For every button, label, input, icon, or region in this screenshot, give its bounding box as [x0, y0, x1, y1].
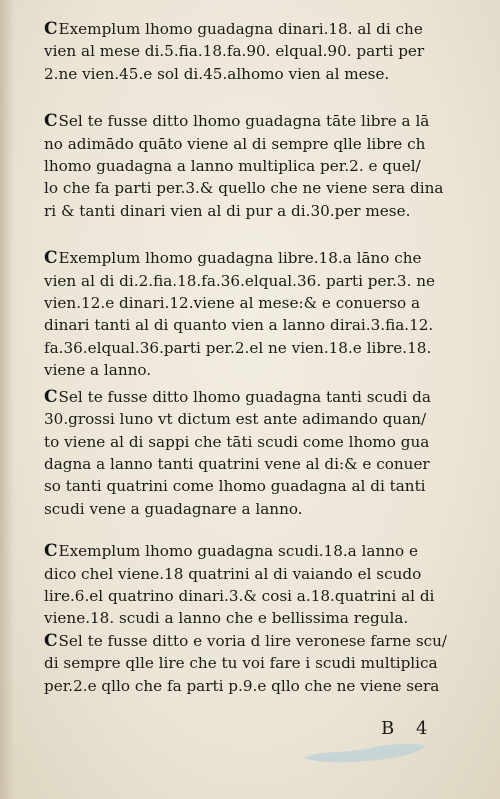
- paragraph: [44, 630, 488, 697]
- paragraph: [44, 540, 488, 630]
- pilcrow-icon: C: [44, 19, 58, 39]
- text-line: lo che fa parti per.3.& quello che ne viene sera dina: [44, 179, 444, 198]
- text-line: dico chel viene.18 quatrini al di vaiando el scudo: [44, 564, 422, 583]
- text-line: lire.6.el quatrino dinari.3.& cosi a.18.quatrini al di: [44, 586, 435, 605]
- pilcrow-icon: C: [44, 111, 58, 132]
- signature-mark: B 4: [381, 718, 436, 739]
- text-line: no adimādo quāto viene al di sempre qlle libre ch: [44, 134, 426, 153]
- text-line: viene a lanno.: [44, 361, 152, 380]
- text-line: CExemplum lhomo guadagna dinari.18. al di che: [44, 19, 423, 39]
- text-line: fa.36.elqual.36.parti per.2.el ne vien.18.e libre.18.: [44, 338, 432, 357]
- text-line: scudi vene a guadagnare a lanno.: [44, 499, 303, 518]
- pilcrow-icon: C: [44, 630, 58, 651]
- paragraph: [44, 247, 488, 381]
- paragraph: [44, 18, 488, 85]
- text-line: per.2.e qllo che fa parti p.9.e qllo che ne viene sera: [44, 676, 440, 695]
- text-line: CExemplum lhomo guadagna libre.18.a lāno che: [44, 248, 422, 269]
- text-line: dinari tanti al di quanto vien a lanno dirai.3.fia.12.: [44, 316, 434, 335]
- text-line: vien al mese di.5.fia.18.fa.90. elqual.90. parti per: [44, 42, 425, 61]
- text-line: CSel te fusse ditto lhomo guadagna tāte libre a lā: [44, 111, 430, 132]
- paragraph: [44, 110, 488, 222]
- text-line: vien.12.e dinari.12.viene al mese:& e conuerso a: [44, 294, 421, 313]
- text-line: vien al di di.2.fia.18.fa.36.elqual.36. parti per.3. ne: [44, 271, 436, 290]
- text-line: 30.grossi luno vt dictum est ante adimando quan/: [44, 410, 427, 429]
- page-edge-shadow: [0, 0, 14, 799]
- paragraph: [44, 386, 488, 520]
- text-line: CExemplum lhomo guadagna scudi.18.a lanno e: [44, 541, 418, 562]
- text-line: viene.18. scudi a lanno che e bellissima regula.: [44, 609, 409, 628]
- text-line: 2.ne vien.45.e sol di.45.alhomo vien al mese.: [44, 64, 390, 83]
- text-line: lhomo guadagna a lanno multiplica per.2. e quel/: [44, 157, 421, 176]
- text-line: dagna a lanno tanti quatrini vene al di:& e conuer: [44, 454, 430, 473]
- pilcrow-icon: C: [44, 248, 58, 269]
- text-line: ri & tanti dinari vien al di pur a di.30.per mese.: [44, 201, 411, 220]
- ink-stain: [300, 740, 430, 766]
- text-line: so tanti quatrini come lhomo guadagna al di tanti: [44, 477, 426, 496]
- text-line: CSel te fusse ditto lhomo guadagna tanti scudi da: [44, 386, 431, 407]
- text-line: to viene al di sappi che tāti scudi come lhomo gua: [44, 432, 430, 451]
- pilcrow-icon: C: [44, 541, 58, 562]
- text-line: di sempre qlle lire che tu voi fare i scudi multiplica: [44, 654, 438, 673]
- pilcrow-icon: C: [44, 386, 58, 407]
- page-text: [44, 18, 488, 697]
- text-line: CSel te fusse ditto e voria d lire veronese farne scu/: [44, 630, 448, 651]
